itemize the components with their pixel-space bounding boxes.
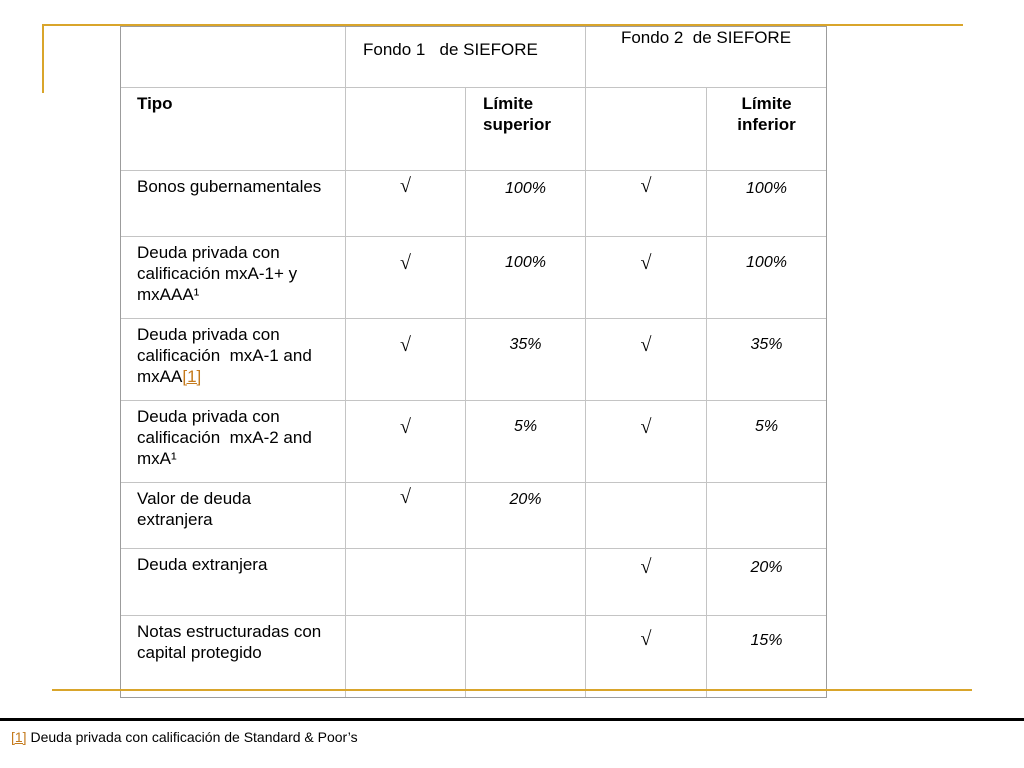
fund1-check-icon: √: [400, 252, 411, 274]
fund2-limit-cell: [706, 319, 826, 400]
fund1-limit-cell: [465, 483, 585, 548]
fund2-title: Fondo 2 de SIEFORE: [620, 28, 792, 47]
decorative-gold-rule-left: [42, 24, 44, 93]
type-cell: [121, 319, 345, 400]
fund1-allowed-cell: [345, 319, 465, 400]
upper-limit-column-header: Límite superior: [483, 94, 552, 134]
fund2-lower-limit: 100%: [746, 180, 787, 197]
column-header-row: [121, 87, 826, 170]
fund1-limit-cell: [465, 171, 585, 236]
type-label: Valor de deuda extranjera: [137, 489, 252, 529]
fund1-upper-limit: 100%: [505, 254, 546, 271]
fund1-check-icon: √: [400, 416, 411, 438]
fund2-check-icon: √: [640, 628, 652, 650]
type-header-cell: [121, 88, 345, 170]
fund2-check-icon: √: [640, 175, 652, 197]
fund1-limit-cell: [465, 549, 585, 615]
table-row: [121, 482, 826, 548]
type-column-header: Tipo: [137, 94, 173, 113]
fund1-upper-limit: 100%: [505, 180, 546, 197]
fund1-upper-limit: 5%: [513, 418, 538, 435]
type-cell: [121, 171, 345, 236]
fund1-allowed-cell: [345, 237, 465, 318]
fund1-allowed-cell: [345, 616, 465, 697]
fund2-allowed-cell: [585, 549, 706, 615]
fund2-allowed-cell: [585, 171, 706, 236]
fund2-allowed-header-cell: [585, 88, 706, 170]
fund2-limit-cell: [706, 549, 826, 615]
siefore-investment-limits-table: [120, 26, 827, 698]
table-row: [121, 400, 826, 482]
fund2-lower-limit: 20%: [750, 559, 783, 576]
footer-divider: [0, 718, 1024, 721]
fund2-allowed-cell: [585, 237, 706, 318]
type-label: Deuda privada con calificación mxA-1+ y mxAAA¹: [137, 243, 298, 304]
header-empty-cell: [121, 27, 345, 87]
footnote: [11, 729, 358, 745]
fund2-check-icon: √: [640, 416, 652, 438]
fund1-limit-cell: [465, 319, 585, 400]
table-row: [121, 615, 826, 697]
fund2-limit-cell: [706, 171, 826, 236]
fund1-limit-cell: [465, 401, 585, 482]
fund2-limit-cell: [706, 401, 826, 482]
fund1-check-icon: √: [400, 486, 411, 508]
fund1-title: Fondo 1 de SIEFORE: [363, 40, 538, 59]
upper-limit-header-cell: [465, 88, 585, 170]
footnote-text: Deuda privada con calificación de Standard & Poor’s: [30, 729, 358, 745]
lower-limit-column-header: Límite inferior: [737, 94, 796, 134]
type-label: [137, 324, 312, 387]
fund-header-row: [121, 27, 826, 87]
fund2-header-cell: [585, 27, 826, 87]
fund1-allowed-cell: [345, 483, 465, 548]
table-row: [121, 170, 826, 236]
fund1-allowed-cell: [345, 401, 465, 482]
lower-limit-header-cell: [706, 88, 826, 170]
fund2-lower-limit: 35%: [750, 336, 783, 353]
type-cell: [121, 483, 345, 548]
fund2-limit-cell: [706, 237, 826, 318]
fund1-check-icon: √: [400, 334, 411, 356]
fund1-upper-limit: 20%: [509, 491, 542, 508]
table-row: [121, 548, 826, 615]
fund2-allowed-cell: [585, 401, 706, 482]
type-cell: [121, 616, 345, 697]
type-label: Deuda extranjera: [137, 555, 268, 574]
fund2-allowed-cell: [585, 483, 706, 548]
fund2-allowed-cell: [585, 319, 706, 400]
fund1-limit-cell: [465, 237, 585, 318]
fund1-allowed-cell: [345, 549, 465, 615]
footnote-ref-link[interactable]: [1]: [182, 367, 202, 386]
fund2-lower-limit: 5%: [754, 418, 779, 435]
fund1-allowed-header-cell: [345, 88, 465, 170]
fund1-check-icon: √: [400, 175, 411, 197]
type-cell: [121, 237, 345, 318]
fund1-upper-limit: 35%: [509, 336, 542, 353]
fund2-check-icon: √: [640, 556, 652, 578]
fund2-check-icon: √: [640, 334, 652, 356]
fund2-lower-limit: 100%: [746, 254, 787, 271]
fund2-allowed-cell: [585, 616, 706, 697]
type-label: Notas estructuradas con capital protegido: [137, 622, 322, 662]
fund2-limit-cell: [706, 483, 826, 548]
decorative-gold-rule-bottom: [52, 689, 972, 691]
type-cell: [121, 401, 345, 482]
fund2-lower-limit: 15%: [750, 632, 783, 649]
table-row: [121, 236, 826, 318]
type-label: Deuda privada con calificación mxA-2 and mxA¹: [137, 407, 312, 468]
fund1-header-cell: [345, 27, 585, 87]
type-label: Bonos gubernamentales: [137, 177, 322, 196]
fund2-limit-cell: [706, 616, 826, 697]
table-row: [121, 318, 826, 400]
type-cell: [121, 549, 345, 615]
fund1-allowed-cell: [345, 171, 465, 236]
fund1-limit-cell: [465, 616, 585, 697]
footnote-ref-link[interactable]: [1]: [11, 729, 27, 745]
fund2-check-icon: √: [640, 252, 652, 274]
type-label-text: Deuda privada con calificación mxA-1 and mxAA: [137, 325, 312, 386]
